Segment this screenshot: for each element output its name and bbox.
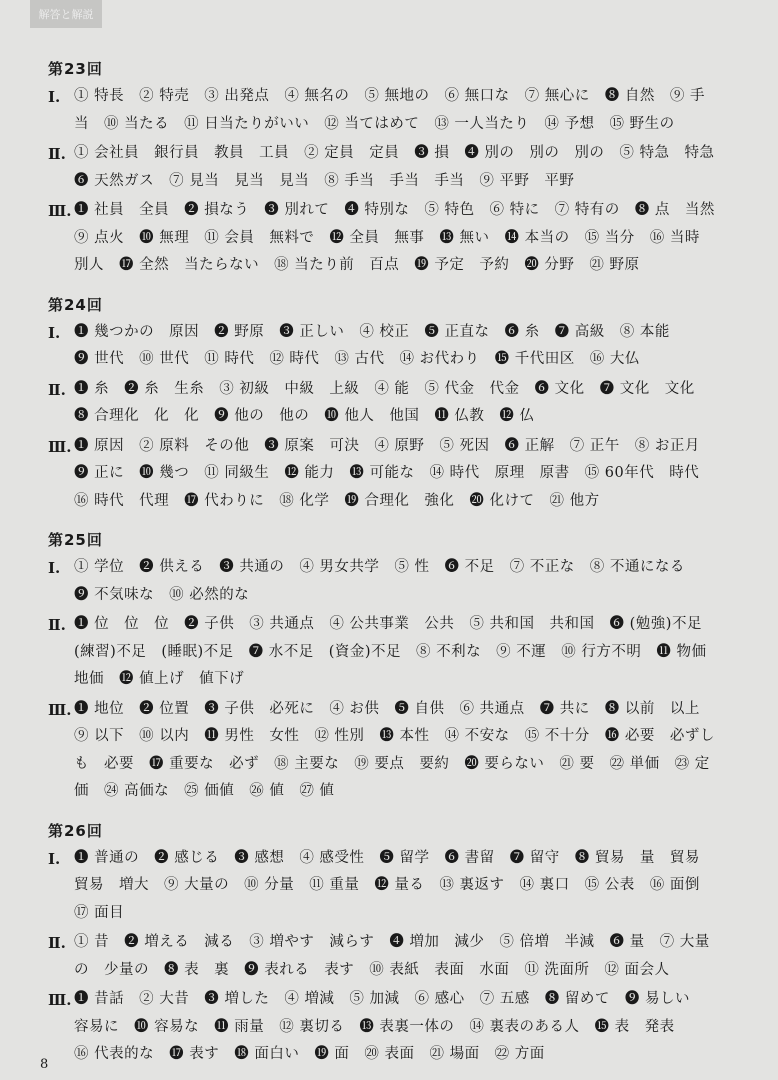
answer-line: ❶ 幾つかの 原因 ❷ 野原 ❸ 正しい ④ 校正 ❺ 正直な ❻ 糸 ❼ 高級 ⑧ 本能 xyxy=(74,323,670,340)
answer-line: ⑨ 点火 ❿ 無理 ⑪ 会員 無料で ⓬ 全員 無事 ⓭ 無い ⓮ 本当の ⑮ 当分 ⑯ 当時 xyxy=(74,229,700,246)
part-lines xyxy=(74,433,752,516)
part-lines xyxy=(74,83,752,138)
part-number: Ⅱ. xyxy=(48,145,66,163)
answer-part xyxy=(48,376,752,431)
part-lines xyxy=(74,554,752,609)
answer-section xyxy=(48,58,752,280)
part-number: Ⅰ. xyxy=(48,88,61,106)
answer-line: ❻ 天然ガス ⑦ 見当 見当 見当 ⑧ 手当 手当 手当 ⑨ 平野 平野 xyxy=(74,172,575,189)
answer-line: 地価 ⓬ 値上げ 値下げ xyxy=(74,671,245,687)
answer-part xyxy=(48,83,752,138)
answer-line: ① 昔 ❷ 増える 減る ③ 増やす 減らす ❹ 増加 減少 ⑤ 倍増 半減 ❻ 量 ⑦ 大量 xyxy=(74,934,710,950)
part-lines xyxy=(74,140,752,195)
answer-part xyxy=(48,554,752,609)
answer-part xyxy=(48,611,752,694)
answer-line: も 必要 ⓱ 重要な 必ず ⑱ 主要な ⑲ 要点 要約 ⓴ 要らない ㉑ 要 ㉒ 単価 ㉓ 定 xyxy=(74,755,710,772)
answer-line: ❶ 地位 ❷ 位置 ❸ 子供 必死に ④ お供 ❺ 自供 ⑥ 共通点 ❼ 共に ❽ 以前 以上 xyxy=(74,700,700,717)
answer-line: ❶ 昔話 ② 大昔 ❸ 増した ④ 増減 ⑤ 加減 ⑥ 感心 ⑦ 五感 ❽ 留めて ❾ 易しい xyxy=(74,991,690,1007)
answer-line: 別人 ⓱ 全然 当たらない ⑱ 当たり前 百点 ⓳ 予定 予約 ⓴ 分野 ㉑ 野原 xyxy=(74,257,640,273)
part-lines xyxy=(74,845,752,928)
header-tab: 解答と解説 xyxy=(30,0,102,28)
part-number: Ⅱ. xyxy=(48,616,66,634)
part-number: Ⅱ. xyxy=(48,934,66,952)
answer-part xyxy=(48,986,752,1069)
part-number: Ⅲ. xyxy=(48,700,72,719)
answer-part xyxy=(48,929,752,984)
page-number: 8 xyxy=(40,1057,49,1072)
answer-line: ⑨ 以下 ⑩ 以内 ⓫ 男性 女性 ⑫ 性別 ⓭ 本性 ⑭ 不安な ⑮ 不十分 ⓰ 必要 必ずし xyxy=(74,728,715,744)
sections-container xyxy=(48,58,752,1069)
part-number: Ⅱ. xyxy=(48,380,66,399)
answer-line: ① 特長 ② 特売 ③ 出発点 ④ 無名の ⑤ 無地の ⑥ 無口な ⑦ 無心に ❽ 自然 ⑨ 手 xyxy=(74,88,705,104)
answer-part xyxy=(48,140,752,195)
answer-line: ❾ 正に ❿ 幾つ ⑪ 同級生 ⓬ 能力 ⓭ 可能な ⑭ 時代 原理 原書 ⑮ 60年代 時代 xyxy=(74,465,700,481)
answer-line: ❶ 原因 ② 原料 その他 ❸ 原案 可決 ④ 原野 ⑤ 死因 ❻ 正解 ⑦ 正午 ⑧ お正月 xyxy=(74,437,700,454)
part-lines xyxy=(74,611,752,694)
answer-line: ❶ 位 位 位 ❷ 子供 ③ 共通点 ④ 公共事業 公共 ⑤ 共和国 共和国 ❻ (勉強)不足 xyxy=(74,616,702,632)
part-lines xyxy=(74,376,752,431)
answer-line: ❶ 普通の ❷ 感じる ❸ 感想 ④ 感受性 ❺ 留学 ❻ 書留 ❼ 留守 ❽ 貿易 量 貿易 xyxy=(74,849,700,866)
answer-part xyxy=(48,845,752,928)
answer-line: ① 会社員 銀行員 教員 工員 ② 定員 定員 ❸ 損 ❹ 別の 別の 別の ⑤ 特急 特急 xyxy=(74,145,715,161)
answer-line: ❾ 不気味な ⑩ 必然的な xyxy=(74,586,250,603)
answer-part xyxy=(48,696,752,806)
answer-line: ⑯ 時代 代理 ⓱ 代わりに ⑱ 化学 ⓳ 合理化 強化 ⓴ 化けて ㉑ 他方 xyxy=(74,492,600,509)
part-lines xyxy=(74,197,752,280)
answer-line: 貿易 増大 ⑨ 大量の ⑩ 分量 ⑪ 重量 ⓬ 量る ⑬ 裏返す ⑭ 裏口 ⑮ 公表 ⑯ 面倒 xyxy=(74,877,700,893)
answer-line: ⑯ 代表的な ⓱ 表す ⓲ 面白い ⓳ 面 ⑳ 表面 ㉑ 場面 ㉒ 方面 xyxy=(74,1046,545,1062)
part-number: Ⅰ. xyxy=(48,323,61,342)
part-number: Ⅰ. xyxy=(48,559,61,577)
section-title: 第24回 xyxy=(48,295,103,314)
answer-section xyxy=(48,529,752,806)
answer-section xyxy=(48,820,752,1069)
part-lines xyxy=(74,986,752,1069)
part-number: Ⅲ. xyxy=(48,437,72,456)
answer-line: の 少量の ❽ 表 裏 ❾ 表れる 表す ⑩ 表紙 表面 水面 ⑪ 洗面所 ⑫ 面会人 xyxy=(74,961,670,978)
part-number: Ⅲ. xyxy=(48,202,72,220)
answer-line: ⑰ 面目 xyxy=(74,904,125,921)
answer-line: ❶ 糸 ❷ 糸 生糸 ③ 初級 中級 上級 ④ 能 ⑤ 代金 代金 ❻ 文化 ❼ 文化 文化 xyxy=(74,380,695,397)
answer-line: ① 学位 ❷ 供える ❸ 共通の ④ 男女共学 ⑤ 性 ❻ 不足 ⑦ 不正な ⑧ 不通になる xyxy=(74,559,685,575)
answer-part xyxy=(48,319,752,374)
part-lines xyxy=(74,319,752,374)
answer-section xyxy=(48,294,752,516)
answer-part xyxy=(48,197,752,280)
part-number: Ⅲ. xyxy=(48,991,72,1009)
answer-line: 価 ㉔ 高価な ㉕ 価値 ㉖ 値 ㉗ 値 xyxy=(74,783,335,799)
part-lines xyxy=(74,929,752,984)
section-title: 第25回 xyxy=(48,531,103,549)
answer-part xyxy=(48,433,752,516)
section-title: 第23回 xyxy=(48,60,103,78)
answer-line: 容易に ❿ 容易な ⓫ 雨量 ⑫ 裏切る ⓭ 表裏一体の ⑭ 裏表のある人 ⓯ 表 発表 xyxy=(74,1018,675,1035)
part-lines xyxy=(74,696,752,806)
part-number: Ⅰ. xyxy=(48,849,61,868)
answer-line: 当 ⑩ 当たる ⑪ 日当たりがいい ⑫ 当てはめて ⑬ 一人当たり ⑭ 予想 ⑮ 野生の xyxy=(74,115,675,132)
answer-line: ❶ 社員 全員 ❷ 損なう ❸ 別れて ❹ 特別な ⑤ 特色 ⑥ 特に ⑦ 特有の ❽ 点 当然 xyxy=(74,202,715,218)
answer-line: (練習)不足 (睡眠)不足 ❼ 水不足 (資金)不足 ⑧ 不利な ⑨ 不運 ⑩ 行方不明 ⓫ 物価 xyxy=(74,643,707,660)
answer-line: ❾ 世代 ⑩ 世代 ⑪ 時代 ⑫ 時代 ⑬ 古代 ⑭ お代わり ⓯ 千代田区 ⑯ 大仏 xyxy=(74,351,640,367)
section-title: 第26回 xyxy=(48,821,103,840)
answer-line: ❽ 合理化 化 化 ❾ 他の 他の ❿ 他人 他国 ⓫ 仏教 ⓬ 仏 xyxy=(74,408,535,424)
